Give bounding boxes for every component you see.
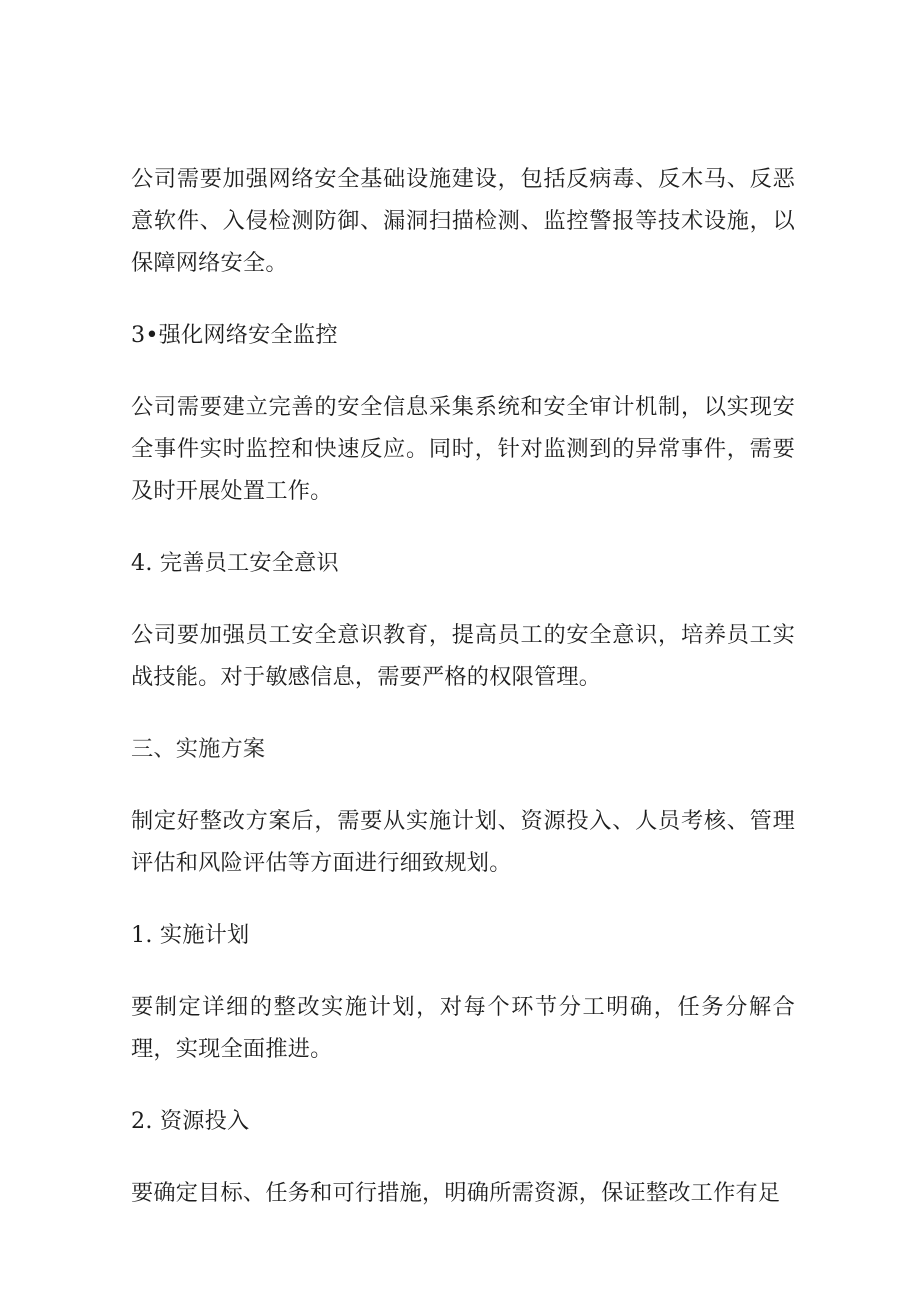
paragraph-employee-awareness: 公司要加强员工安全意识教育，提高员工的安全意识，培养员工实战技能。对于敏感信息，需要严格的权限管理。 — [131, 622, 795, 690]
heading-employee-awareness: 4. 完善员工安全意识 — [131, 550, 339, 576]
heading-implementation-plan-section: 三、实施方案 — [131, 736, 266, 762]
document-body — [131, 158, 795, 1244]
paragraph-monitoring: 公司需要建立完善的安全信息采集系统和安全审计机制，以实现安全事件实时监控和快速反应。同时，针对监测到的异常事件，需要及时开展处置工作。 — [131, 394, 795, 504]
paragraph-resource-investment: 要确定目标、任务和可行措施，明确所需资源，保证整改工作有足 — [131, 1180, 781, 1206]
heading-implementation-schedule: 1. 实施计划 — [131, 922, 250, 948]
paragraph-implementation-schedule: 要制定详细的整改实施计划，对每个环节分工明确，任务分解合理，实现全面推进。 — [131, 994, 795, 1062]
heading-strengthen-monitoring: 3•强化网络安全监控 — [131, 322, 338, 348]
heading-resource-investment: 2. 资源投入 — [131, 1108, 250, 1134]
paragraph-implementation-overview: 制定好整改方案后，需要从实施计划、资源投入、人员考核、管理评估和风险评估等方面进行细致规划。 — [131, 808, 795, 876]
paragraph-infrastructure: 公司需要加强网络安全基础设施建设，包括反病毒、反木马、反恶意软件、入侵检测防御、漏洞扫描检测、监控警报等技术设施，以保障网络安全。 — [131, 166, 795, 276]
